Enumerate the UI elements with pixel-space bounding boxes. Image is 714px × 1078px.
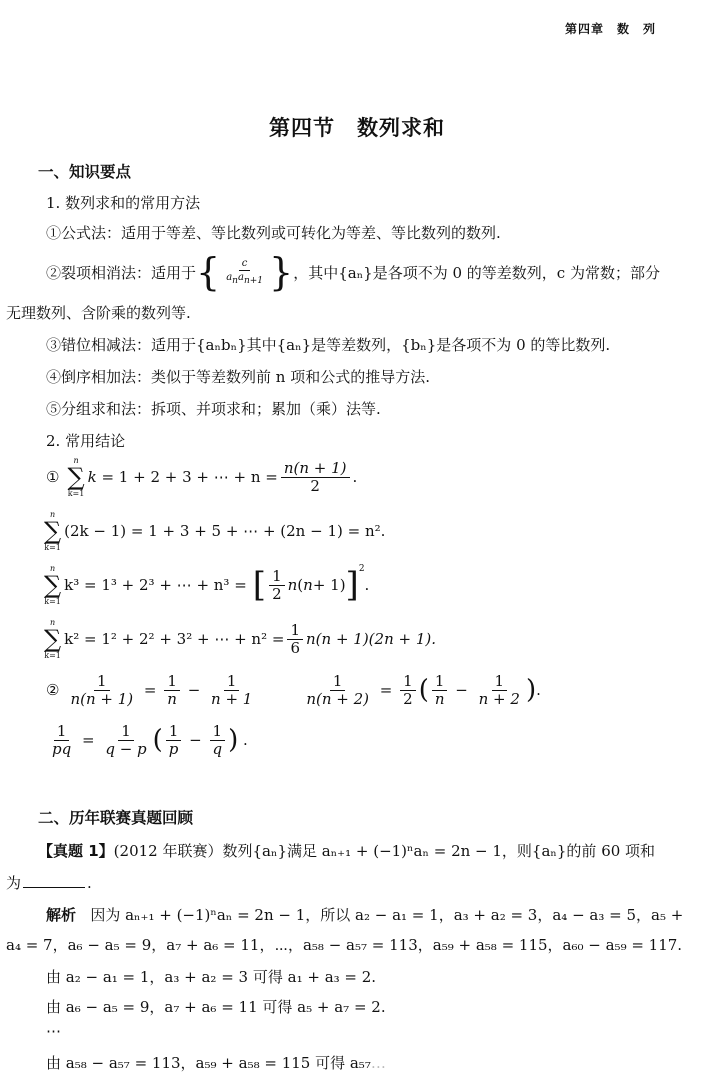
method-formula: ①公式法：适用于等差、等比数列或可转化为等差、等比数列的数列.: [46, 224, 501, 242]
method-reverse-add: ④倒序相加法：类似于等差数列前 n 项和公式的推导方法.: [46, 368, 430, 386]
solution-line-4: 由 a₆ − a₅ = 9，a₇ + a₆ = 11 可得 a₅ + a₇ = 2.: [46, 998, 386, 1016]
solution-line-2: a₄ = 7，a₆ − a₅ = 9，a₇ + a₆ = 11，⋯，a₅₈ − a₅₇ = 113，a₅₉ + a₅₈ = 115，a₆₀ − a₅₉ = 117.: [6, 936, 683, 954]
telescoping-fraction: [223, 257, 266, 288]
solution-line-1: 解析 因为 aₙ₊₁ + (−1)ⁿaₙ = 2n − 1，所以 a₂ − a₁ = 1，a₃ + a₂ = 3，a₄ − a₃ = 5，a₅ +: [46, 906, 684, 924]
past-problems-heading: 二、历年联赛真题回顾: [38, 809, 194, 827]
formula-pq: $\frac{1}{pq}$ = $\frac{1}{q - p}$ ( $\frac{1}{p}$ − $\frac{1}{q}$ ) .: [52, 721, 248, 758]
left-brace: {: [196, 250, 221, 294]
right-brace: }: [269, 250, 294, 294]
conclusion-mark-2: ②: [46, 681, 60, 699]
methods-subheading: 1. 数列求和的常用方法: [46, 194, 201, 212]
running-header: 第四章 数 列: [564, 22, 656, 36]
method-shift-subtract: ③错位相减法：适用于{aₙbₙ}其中{aₙ}是等差数列，{bₙ}是各项不为 0 的等比数列.: [46, 336, 611, 354]
formula-3-body: k³ = 1³ + 2³ + ⋯ + n³ =: [64, 576, 247, 594]
problem-label: 【真题 1】: [38, 842, 114, 860]
solution-line-6: 由 a₅₈ − a₅₇ = 113，a₅₉ + a₅₈ = 115 可得 a₅₇…: [46, 1054, 386, 1072]
answer-blank: [23, 875, 85, 888]
formula-1-rhs: = 1 + 2 + 3 + ⋯ + n =: [101, 468, 278, 486]
sigma-icon: n ∑ k=1: [67, 456, 85, 498]
section-title: 第四节 数列求和: [269, 116, 445, 140]
fraction-denominator: $a_na_{n+1}$: [226, 271, 264, 286]
formula-4-body: k² = 1² + 2² + 3² + ⋯ + n² =: [64, 630, 285, 648]
solution-label: 解析: [46, 906, 77, 924]
knowledge-heading: 一、知识要点: [38, 163, 132, 181]
formula-sum-squares: n ∑ k=1 k² = 1² + 2² + 3² + ⋯ + n² = $\frac{1}{6}$ n(n + 1)(2n + 1).: [44, 618, 436, 660]
formula-1-fraction: $\frac{n(n + 1)}{2}$: [281, 460, 350, 495]
formula-2-body: (2k − 1) = 1 + 3 + 5 + ⋯ + (2n − 1) = n²: [64, 522, 381, 540]
conclusions-subheading: 2. 常用结论: [46, 432, 126, 450]
formula-sum-odd: n ∑ k=1 (2k − 1) = 1 + 3 + 5 + ⋯ + (2n − 1) = n² .: [44, 510, 386, 552]
fraction-numerator: c: [239, 257, 251, 271]
problem-text: (2012 年联赛）数列{aₙ}满足 aₙ₊₁ + (−1)ⁿaₙ = 2n − 1，则{aₙ}的前 60 项和: [113, 842, 656, 860]
problem-1: [38, 840, 655, 861]
sigma-icon: n ∑ k=1: [44, 510, 62, 552]
telescoping-continuation: 无理数列、含阶乘的数列等.: [6, 304, 191, 322]
formula-4-tail: n(n + 1)(2n + 1).: [306, 630, 436, 648]
sigma-icon: n ∑ k=1: [44, 564, 62, 606]
formula-sum-k: ① n ∑ k=1 k = 1 + 2 + 3 + ⋯ + n = $\frac{n(n + 1)}{2}$ .: [46, 456, 358, 498]
telescoping-suffix: ，其中{aₙ}是各项不为 0 的等差数列，c 为常数；部分: [293, 263, 660, 282]
solution-ellipsis: ⋯: [46, 1022, 61, 1040]
conclusion-mark-1: ①: [46, 468, 60, 486]
formula-sum-cubes: n ∑ k=1 k³ = 1³ + 2³ + ⋯ + n³ = [ $\frac{1}{2}$ n ( n + 1) ] $^2$ .: [44, 564, 370, 606]
method-grouping: ⑤分组求和法：拆项、并项求和；累加（乘）法等.: [46, 400, 381, 418]
sigma-icon: n ∑ k=1: [44, 618, 62, 660]
formula-partial-fractions: ② $\frac{1}{n(n + 1)}$ = $\frac{1}{n}$ − $\frac{1}{n + 1}$ $\frac{1}{n(n + 2)}$ = $\frac{1}{2}$ ( $\frac{1}{n}$ − $\frac{1}{n + 2}$ ) .: [46, 671, 541, 708]
method-telescoping: [46, 252, 660, 292]
problem-1-continuation: 为 .: [6, 874, 92, 892]
solution-line-3: 由 a₂ − a₁ = 1，a₃ + a₂ = 3 可得 a₁ + a₃ = 2.: [46, 968, 377, 986]
telescoping-prefix: ②裂项相消法：适用于: [46, 263, 197, 282]
